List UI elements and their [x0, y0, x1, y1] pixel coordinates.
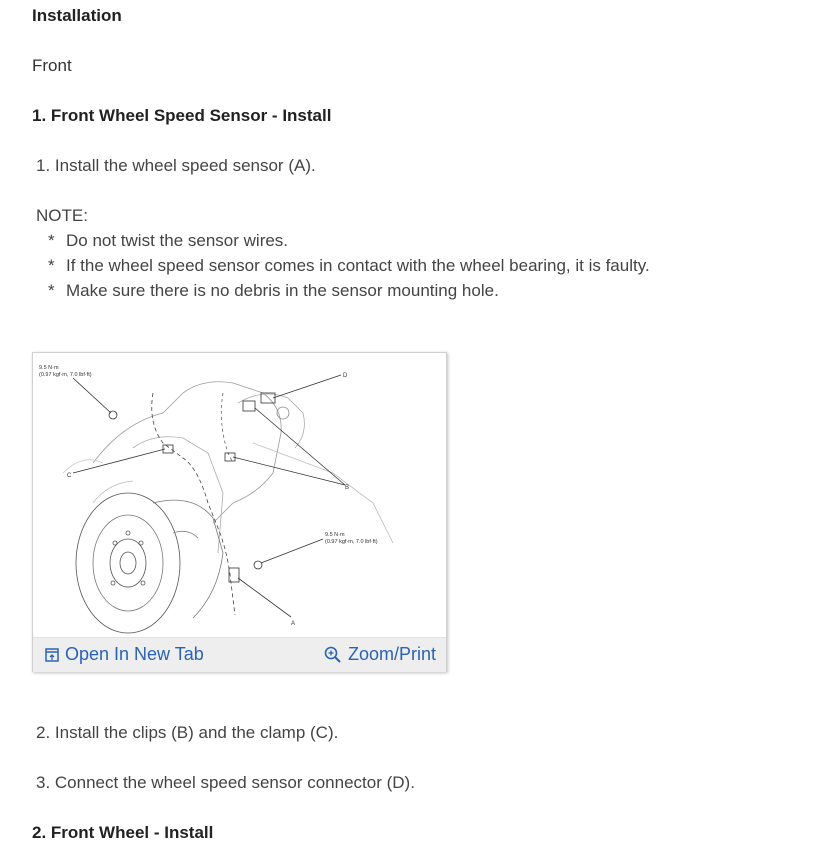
- open-in-new-tab-label: Open In New Tab: [65, 644, 204, 664]
- page-subheading: Front: [32, 56, 72, 75]
- note-item: [48, 281, 499, 301]
- zoom-print-label: Zoom/Print: [348, 644, 437, 664]
- label-a: A: [291, 621, 296, 627]
- note-item: [48, 231, 288, 251]
- zoom-print-button[interactable]: [324, 644, 436, 665]
- figure-toolbar: [33, 637, 446, 672]
- bullet-star: *: [48, 256, 55, 275]
- note-text: Do not twist the sensor wires.: [66, 231, 289, 250]
- step-install-sensor: 1. Install the wheel speed sensor (A).: [36, 156, 316, 175]
- torque-spec-mid-imperial: (0.97 kgf·m, 7.0 lbf·ft): [325, 539, 378, 545]
- open-in-new-tab-button[interactable]: [45, 644, 204, 665]
- note-text: If the wheel speed sensor comes in contact with the wheel bearing, it is faulty.: [66, 256, 650, 275]
- note-label: NOTE:: [36, 206, 88, 225]
- step-connect-connector: 3. Connect the wheel speed sensor connector (D).: [36, 773, 415, 792]
- zoom-in-icon: [324, 646, 342, 664]
- label-c: C: [67, 473, 72, 479]
- section-title-sensor: 1. Front Wheel Speed Sensor - Install: [32, 106, 332, 125]
- bullet-star: *: [48, 281, 55, 300]
- label-d: D: [343, 373, 348, 379]
- label-b: B: [345, 485, 350, 491]
- step-install-clips: 2. Install the clips (B) and the clamp (C).: [36, 723, 339, 742]
- torque-spec-top: 9.5 N·m: [39, 365, 59, 371]
- bullet-star: *: [48, 231, 55, 250]
- page-heading: Installation: [32, 6, 122, 25]
- open-new-tab-icon: [45, 648, 59, 662]
- wheel-speed-sensor-diagram: [33, 353, 446, 637]
- torque-spec-top-imperial: (0.97 kgf·m, 7.0 lbf·ft): [39, 372, 92, 378]
- sensor-diagram-figure: [32, 352, 447, 672]
- note-text: Make sure there is no debris in the sensor mounting hole.: [66, 281, 499, 300]
- note-item: [48, 256, 650, 276]
- section-title-front-wheel: 2. Front Wheel - Install: [32, 823, 214, 842]
- torque-spec-mid: 9.5 N·m: [325, 532, 345, 538]
